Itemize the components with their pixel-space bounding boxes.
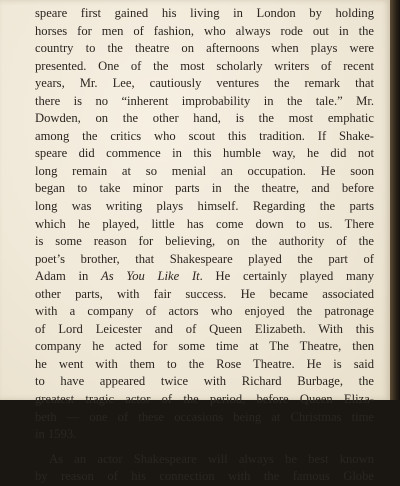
text-line bbox=[35, 321, 374, 339]
text-line bbox=[35, 75, 374, 93]
text-line bbox=[35, 426, 374, 444]
text-segment: poet’s brother, that Shakespeare played the part of bbox=[35, 251, 374, 266]
text-segment: by reason of his connection with the famous Globe bbox=[35, 469, 374, 484]
text-segment: Dowden, on the other hand, is the most emphatic bbox=[35, 111, 374, 126]
text-segment: there is no “inherent improbability in the tale.” Mr. bbox=[35, 93, 374, 108]
text-line bbox=[35, 451, 374, 469]
text-line bbox=[35, 23, 374, 41]
text-line bbox=[35, 338, 374, 356]
text-line bbox=[35, 198, 374, 216]
text-segment: he went with them to the Rose Theatre. He is said bbox=[35, 356, 374, 371]
text-segment: . He certainly played many bbox=[199, 269, 375, 284]
text-line bbox=[35, 373, 374, 391]
text-line bbox=[35, 93, 374, 111]
text-line bbox=[35, 58, 374, 76]
text-line bbox=[35, 110, 374, 128]
text-segment: speare first gained his living in London by holding bbox=[35, 6, 374, 20]
text-segment: As an actor Shakespeare will always be best known bbox=[49, 451, 374, 466]
text-line bbox=[35, 268, 374, 286]
text-line bbox=[35, 128, 374, 146]
text-segment: speare did commence in this humble way, he did not bbox=[35, 146, 374, 161]
text-segment: in 1593. bbox=[35, 427, 77, 442]
text-segment: horses for men of fashion, who always rode out in the bbox=[35, 23, 374, 38]
text-segment: presented. One of the most scholarly writers of recent bbox=[35, 58, 374, 73]
text-segment: among the critics who scout this tradition. If Shake- bbox=[35, 128, 374, 143]
text-line bbox=[35, 303, 374, 321]
text-segment: country to the theatre on afternoons when plays were bbox=[35, 41, 374, 56]
text-segment: is some reason for believing, on the authority of the bbox=[35, 234, 374, 249]
text-line bbox=[35, 145, 374, 163]
text-segment: long remain at so menial an occupation. He soon bbox=[35, 163, 374, 178]
text-line bbox=[35, 40, 374, 58]
text-line bbox=[35, 356, 374, 374]
text-segment: years, Mr. Lee, cautiously ventures the remark that bbox=[35, 76, 374, 91]
text-segment: with a company of actors who enjoyed the patronage bbox=[35, 304, 374, 319]
paragraph bbox=[35, 451, 374, 486]
paragraph-gap bbox=[35, 444, 374, 451]
text-segment: long was writing plays himself. Regarding the parts bbox=[35, 199, 374, 214]
text-segment: beth — one of these occasions being at Christmas time bbox=[35, 409, 374, 424]
text-segment: to have appeared twice with Richard Burbage, the bbox=[35, 374, 374, 389]
paragraph bbox=[35, 5, 374, 444]
text-line bbox=[35, 286, 374, 304]
text-line bbox=[35, 233, 374, 251]
text-line bbox=[35, 216, 374, 234]
text-line bbox=[35, 391, 374, 409]
text-segment: of Lord Leicester and of Queen Elizabeth. With this bbox=[35, 321, 374, 336]
text-line bbox=[35, 468, 374, 486]
text-line bbox=[35, 251, 374, 269]
text-segment: company he acted for some time at The Theatre, then bbox=[35, 339, 374, 354]
text-segment: other parts, with fair success. He became associated bbox=[35, 286, 374, 301]
text-segment: which he played, little has come down to us. There bbox=[35, 216, 374, 231]
italic-title: As You Like It bbox=[101, 269, 200, 284]
text-line bbox=[35, 409, 374, 427]
text-line bbox=[35, 5, 374, 23]
text-line bbox=[35, 163, 374, 181]
text-segment: greatest tragic actor of the period, before Queen Eliza- bbox=[35, 392, 374, 407]
text-segment: Adam in bbox=[35, 269, 102, 284]
text-line bbox=[35, 180, 374, 198]
text-segment: began to take minor parts in the theatre, and before bbox=[35, 181, 374, 196]
body-text bbox=[35, 5, 374, 486]
page-edge bbox=[390, 0, 400, 400]
